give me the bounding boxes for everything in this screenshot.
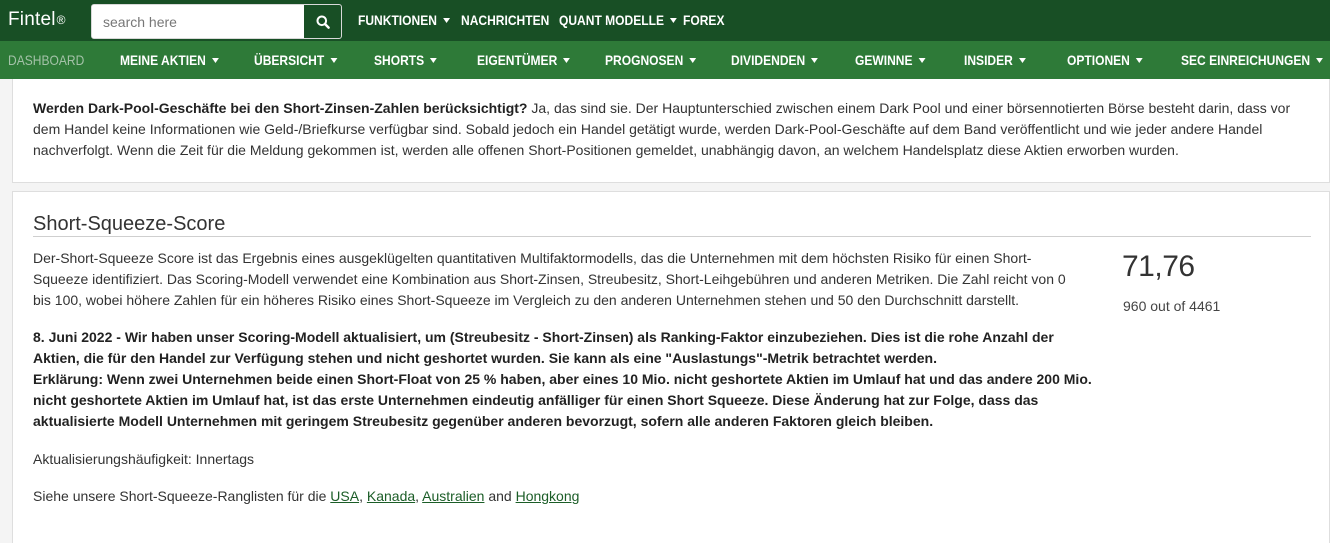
link-australien[interactable]: Australien (422, 488, 485, 504)
squeeze-description: Der-Short-Squeeze Score ist das Ergebnis eines ausgeklügelten quantitativen Multifaktormodells, das die Unternehmen mit dem höchsten Risiko für einen Short-Squeeze identifiziert. Das Scoring-Modell verwendet eine Kombination aus Short-Zinsen, Streubesitz, Short-Leihgebühren und anderen Metriken. Die Zahl reicht von 0 bis 100, wobei höhere Zahlen für ein höheres Risiko eines Short-Squeeze im Vergleich zu den anderen Unternehmen stehen und 50 den Durchschnitt darstellt. (33, 250, 1066, 308)
chevron-down-icon (330, 58, 337, 63)
update-frequency: Aktualisierungshäufigkeit: Innertags (33, 451, 255, 467)
fintel-logo[interactable]: Fintel® (8, 9, 66, 30)
chevron-down-icon (212, 58, 219, 63)
faq-answer: Ja, das sind sie. Der Hauptunterschied zwischen einem Dark Pool und einer börsennotierten Börse besteht darin, dass vor dem Handel keine Informationen wie Geld-/Briefkurse verfügbar sind. Sobald jedoch ein Handel getätigt wurde, werden Dark-Pool-Geschäfte auf dem Band veröffentlicht und wie jeder andere Handel nachverfolgt. Wenn die Zeit für die Meldung gekommen ist, werden alle offenen Short-Positionen gemeldet, unabhängig davon, an welchem Handelsplatz diese Aktien erworben wurden. (33, 100, 1291, 158)
link-hongkong[interactable]: Hongkong (515, 488, 580, 504)
chevron-down-icon (1136, 58, 1143, 63)
chevron-down-icon (443, 18, 450, 23)
squeeze-rank: 960 out of 4461 (1123, 298, 1221, 314)
chevron-down-icon (919, 58, 926, 63)
model-update-note (33, 327, 1093, 432)
nav-funktionen[interactable]: FUNKTIONEN (358, 12, 450, 28)
chevron-down-icon (1019, 58, 1026, 63)
subnav-meine-aktien[interactable]: MEINE AKTIEN (120, 52, 219, 68)
subnav-uebersicht[interactable]: ÜBERSICHT (254, 52, 337, 68)
explanation-line: Erklärung: Wenn zwei Unternehmen beide einen Short-Float von 25 % haben, aber eines 10 Mio. nicht geshortete Aktien im Umlauf hat und das andere 200 Mio. nicht geshortete Aktien im Umlauf hat, ist das erste Unternehmen eindeutig anfälliger für einen Short Squeeze. Diese Änderung hat zur Folge, dass das aktualisierte Modell Unternehmen mit geringem Streubesitz gegenüber anderen bevorzugt, sofern alle anderen Faktoren gleich bleiben. (33, 371, 1092, 429)
link-kanada[interactable]: Kanada (366, 488, 416, 504)
squeeze-score-value: 71,76 (1122, 250, 1195, 283)
search-box (91, 4, 342, 39)
nav-quant-modelle[interactable]: QUANT MODELLE (559, 12, 677, 28)
chevron-down-icon (670, 18, 677, 23)
sub-navbar (0, 41, 1330, 79)
update-line: 8. Juni 2022 - Wir haben unser Scoring-Modell aktualisiert, um (Streubesitz - Short-Zinsen) als Ranking-Faktor einzubeziehen. Dies ist die rohe Anzahl der Aktien, die für den Handel zur Verfügung stehen und nicht geshortet wurden. Sie kann als eine "Auslastungs"-Metrik betrachtet werden. (33, 329, 1054, 366)
chevron-down-icon (811, 58, 818, 63)
short-squeeze-card (12, 191, 1330, 543)
section-title: Short-Squeeze-Score (33, 213, 226, 235)
subnav-eigentuemer[interactable]: EIGENTÜMER (477, 52, 570, 68)
nav-nachrichten[interactable]: NACHRICHTEN (461, 12, 550, 28)
chevron-down-icon (563, 58, 570, 63)
subnav-shorts[interactable]: SHORTS (374, 52, 437, 68)
faq-question: Werden Dark-Pool-Geschäfte bei den Short-Zinsen-Zahlen berücksichtigt? (33, 100, 528, 116)
subnav-gewinne[interactable]: GEWINNE (855, 52, 925, 68)
ranking-lists: Siehe unsere Short-Squeeze-Ranglisten für die USA, Kanada, Australien and Hongkong (33, 488, 580, 504)
subnav-optionen[interactable]: OPTIONEN (1067, 52, 1143, 68)
subnav-sec-einreichungen[interactable]: SEC EINREICHUNGEN (1181, 52, 1323, 68)
subnav-dividenden[interactable]: DIVIDENDEN (731, 52, 818, 68)
search-icon (316, 15, 330, 29)
search-input[interactable] (92, 5, 304, 38)
subnav-dashboard[interactable]: DASHBOARD (8, 52, 85, 68)
chevron-down-icon (430, 58, 437, 63)
faq-dark-pool (33, 98, 1318, 161)
search-button[interactable] (304, 5, 341, 38)
top-navbar (0, 0, 1330, 41)
subnav-insider[interactable]: INSIDER (964, 52, 1026, 68)
chevron-down-icon (689, 58, 696, 63)
nav-forex[interactable]: FOREX (683, 12, 725, 28)
faq-card (12, 79, 1330, 183)
subnav-prognosen[interactable]: PROGNOSEN (605, 52, 696, 68)
link-usa[interactable]: USA (330, 488, 360, 504)
divider (33, 236, 1311, 237)
chevron-down-icon (1316, 58, 1323, 63)
